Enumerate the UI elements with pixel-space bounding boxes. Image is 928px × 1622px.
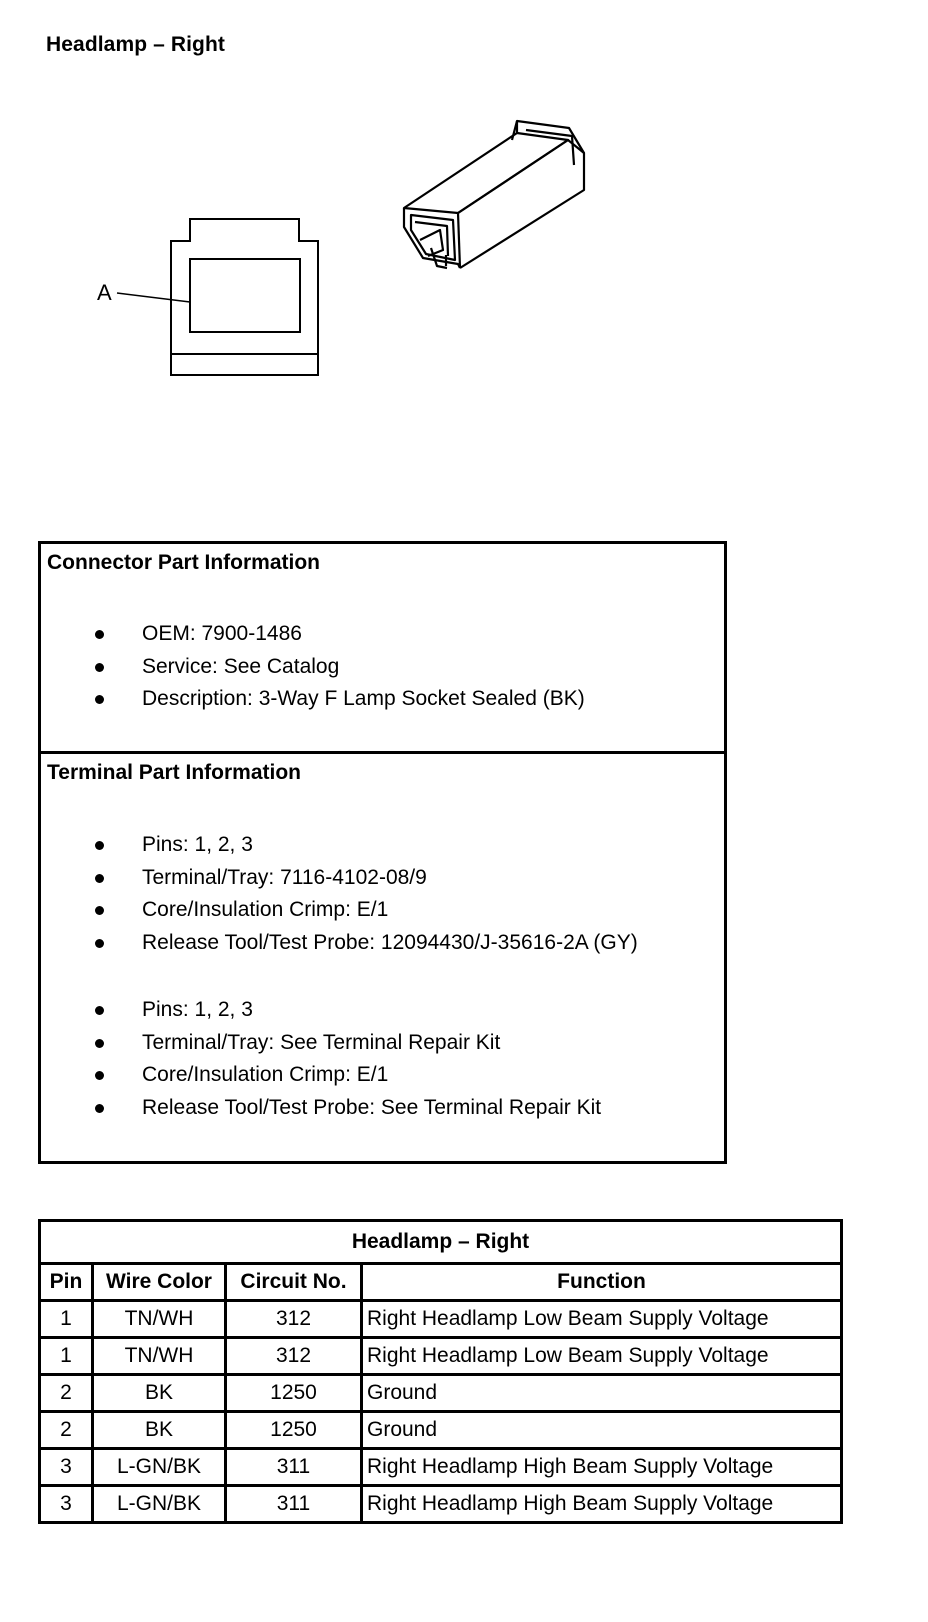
function-cell: Right Headlamp Low Beam Supply Voltage [362,1338,842,1375]
pin-function-table [38,1219,843,1524]
pin-cell: 3 [40,1449,93,1486]
pin-cell: 1 [40,1338,93,1375]
terminal-part-info-section: Terminal Part Information Pins: 1, 2, 3 Terminal/Tray: 7116-4102-08/9 Core/Insulation Crimp: E/1 Release Tool/Test Probe: 12094430/J-35616-2A (GY) Pins: 1, 2, 3 Terminal/Tray: See Terminal Repair Kit Core/Insulation Crimp: E/1 Release Tool/Test Probe: See Terminal Repair Kit [47,761,638,1119]
wire-color-cell: L-GN/BK [93,1449,226,1486]
bullet-icon [95,939,104,948]
connector-part-info-section: Connector Part Information OEM: 7900-1486 Service: See Catalog Description: 3-Way F Lamp Socket Sealed (BK) [41,544,724,754]
bullet-icon [95,906,104,915]
wire-color-cell: TN/WH [93,1338,226,1375]
circuit-no-cell: 312 [226,1338,362,1375]
function-cell: Right Headlamp High Beam Supply Voltage [362,1449,842,1486]
connector-face-view [117,219,318,375]
wire-color-cell: L-GN/BK [93,1486,226,1523]
function-cell: Right Headlamp Low Beam Supply Voltage [362,1301,842,1338]
circuit-no-cell: 1250 [226,1375,362,1412]
column-header-pin: Pin [40,1264,93,1301]
table-row [40,1375,842,1412]
pin-cell: 2 [40,1412,93,1449]
pin-cell: 2 [40,1375,93,1412]
column-header-function: Function [362,1264,842,1301]
pin-cell: 1 [40,1301,93,1338]
circuit-no-cell: 311 [226,1449,362,1486]
callout-leader-line [117,293,190,302]
bullet-icon [95,1071,104,1080]
column-header-wire-color: Wire Color [93,1264,226,1301]
bullet-icon [95,874,104,883]
circuit-no-cell: 312 [226,1301,362,1338]
table-title: Headlamp – Right [40,1221,842,1264]
connector-part-info-heading: Connector Part Information [47,551,321,574]
bullet-icon [95,841,104,850]
wire-color-cell: TN/WH [93,1301,226,1338]
wire-color-cell: BK [93,1412,226,1449]
function-cell: Ground [362,1412,842,1449]
table-header-row [40,1264,842,1301]
table-title-row [40,1221,842,1264]
table-row [40,1486,842,1523]
wire-color-cell: BK [93,1375,226,1412]
bullet-icon [95,1104,104,1113]
table-row [40,1338,842,1375]
circuit-no-cell: 1250 [226,1412,362,1449]
bullet-icon [95,663,104,672]
bullet-icon [95,630,104,639]
bullet-icon [95,1039,104,1048]
circuit-no-cell: 311 [226,1486,362,1523]
pin-cell: 3 [40,1486,93,1523]
callout-label-a: A [97,280,112,305]
part-information-box [38,541,727,1164]
connector-face-outline [171,219,318,375]
connector-cavity-a [190,259,300,332]
connector-diagram [0,0,928,400]
bullet-icon [95,1006,104,1015]
table-row [40,1412,842,1449]
function-cell: Right Headlamp High Beam Supply Voltage [362,1486,842,1523]
function-cell: Ground [362,1375,842,1412]
table-row [40,1449,842,1486]
table-row [40,1301,842,1338]
column-header-circuit-no: Circuit No. [226,1264,362,1301]
bullet-icon [95,695,104,704]
page-title: Headlamp – Right [46,33,225,56]
terminal-part-info-heading: Terminal Part Information [47,761,301,784]
connector-3d-view [404,121,584,268]
